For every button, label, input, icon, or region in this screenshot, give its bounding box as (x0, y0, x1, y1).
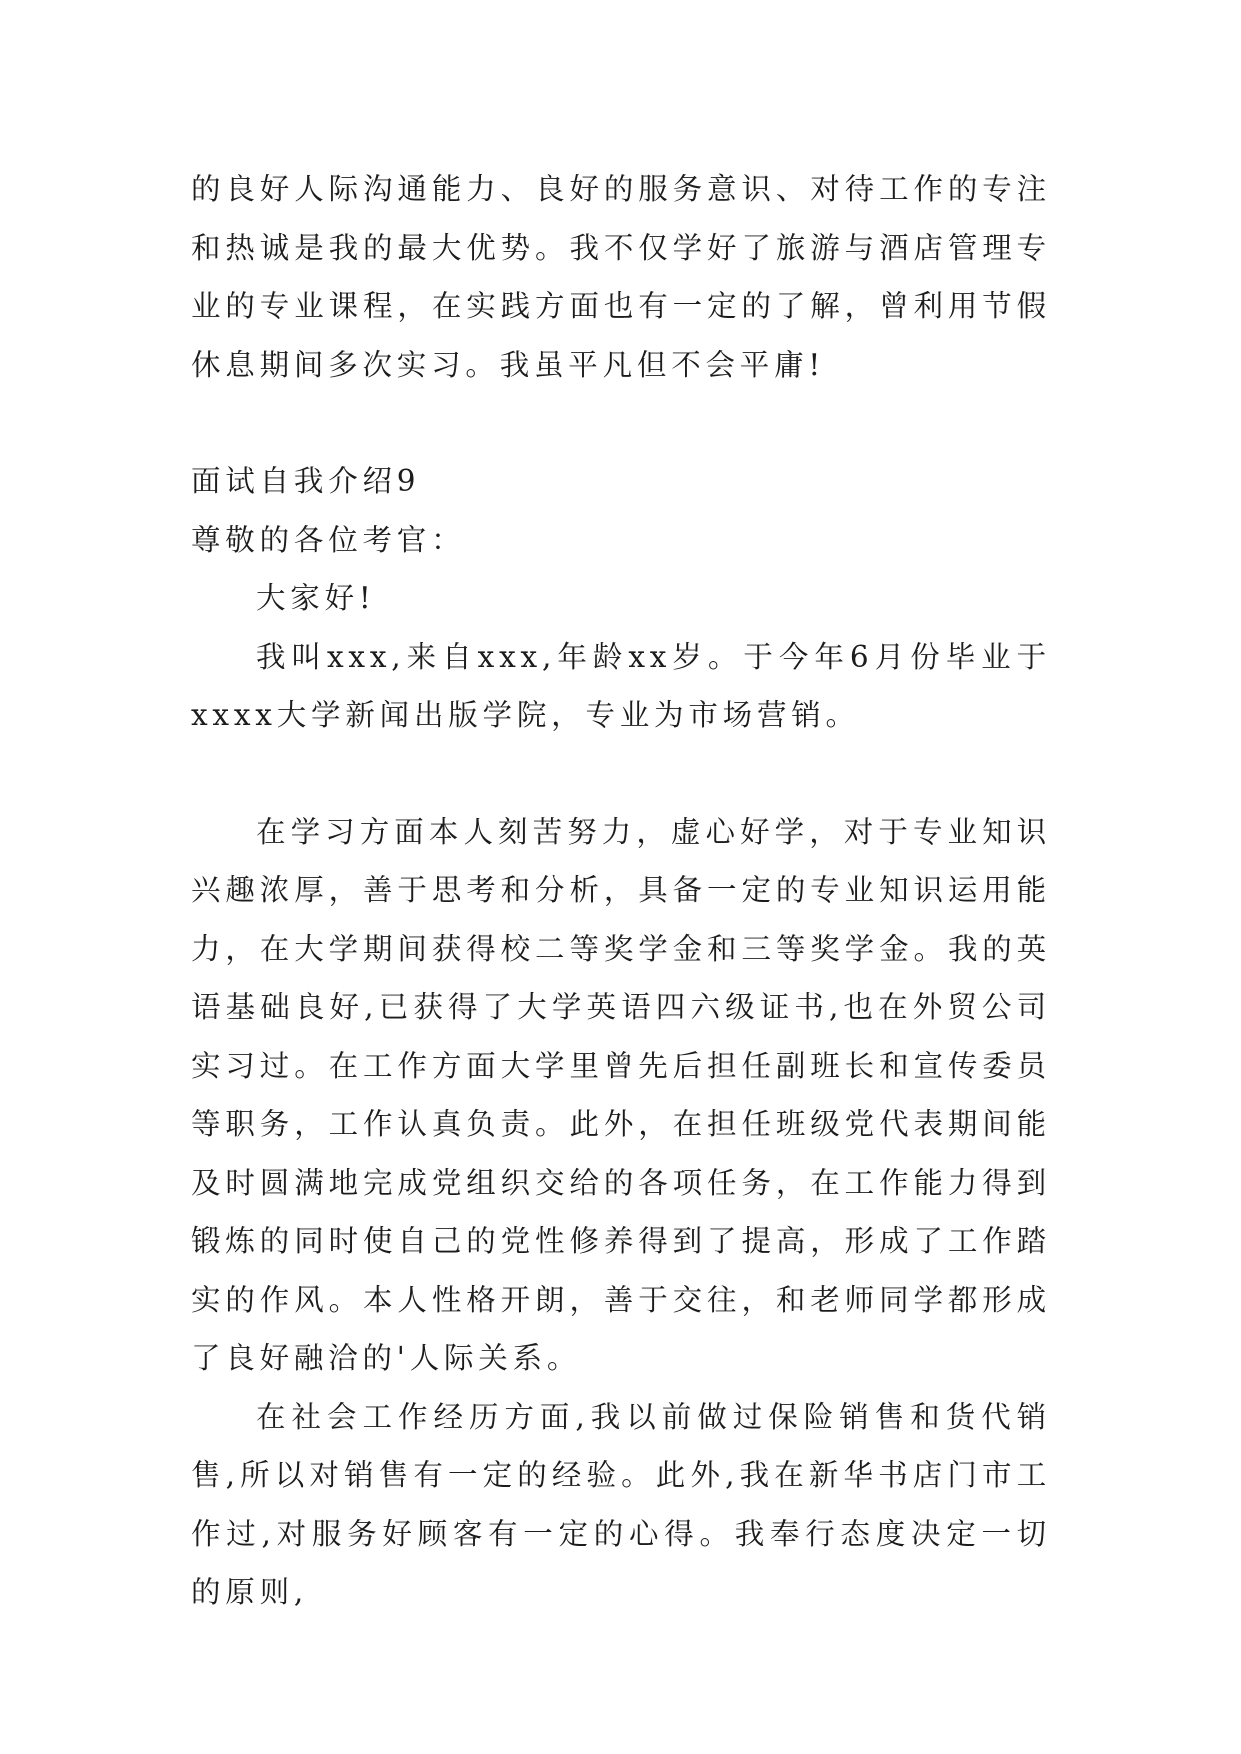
paragraph-work-experience: 在社会工作经历方面,我以前做过保险销售和货代销售,所以对销售有一定的经验。此外,我在新华书店门市工作过,对服务好顾客有一定的心得。我奉行态度决定一切的原则, (191, 1399, 1051, 1609)
greeting: 大家好! (256, 581, 376, 615)
section-heading: 面试自我介绍9 (191, 464, 421, 498)
paragraph-continuation: 的良好人际沟通能力、良好的服务意识、对待工作的专注和热诚是我的最大优势。我不仅学好了旅游与酒店管理专业的专业课程，在实践方面也有一定的了解，曾利用节假休息期间多次实习。我虽平凡但不会平庸! (191, 172, 1051, 382)
paragraph-study: 在学习方面本人刻苦努力，虚心好学，对于专业知识兴趣浓厚，善于思考和分析，具备一定的专业知识运用能力，在大学期间获得校二等奖学金和三等奖学金。我的英语基础良好,已获得了大学英语四六级证书,也在外贸公司实习过。在工作方面大学里曾先后担任副班长和宣传委员等职务，工作认真负责。此外，在担任班级党代表期间能及时圆满地完成党组织交给的各项任务，在工作能力得到锻炼的同时使自己的党性修养得到了提高，形成了工作踏实的作风。本人性格开朗，善于交往，和老师同学都形成了良好融洽的'人际关系。 (191, 814, 1051, 1375)
salutation: 尊敬的各位考官： (191, 522, 466, 557)
document-body (191, 160, 1051, 1622)
paragraph-introduction: 我叫xxx,来自xxx,年龄xx岁。于今年6月份毕业于xxxx大学新闻出版学院，专业为市场营销。 (191, 639, 1051, 732)
